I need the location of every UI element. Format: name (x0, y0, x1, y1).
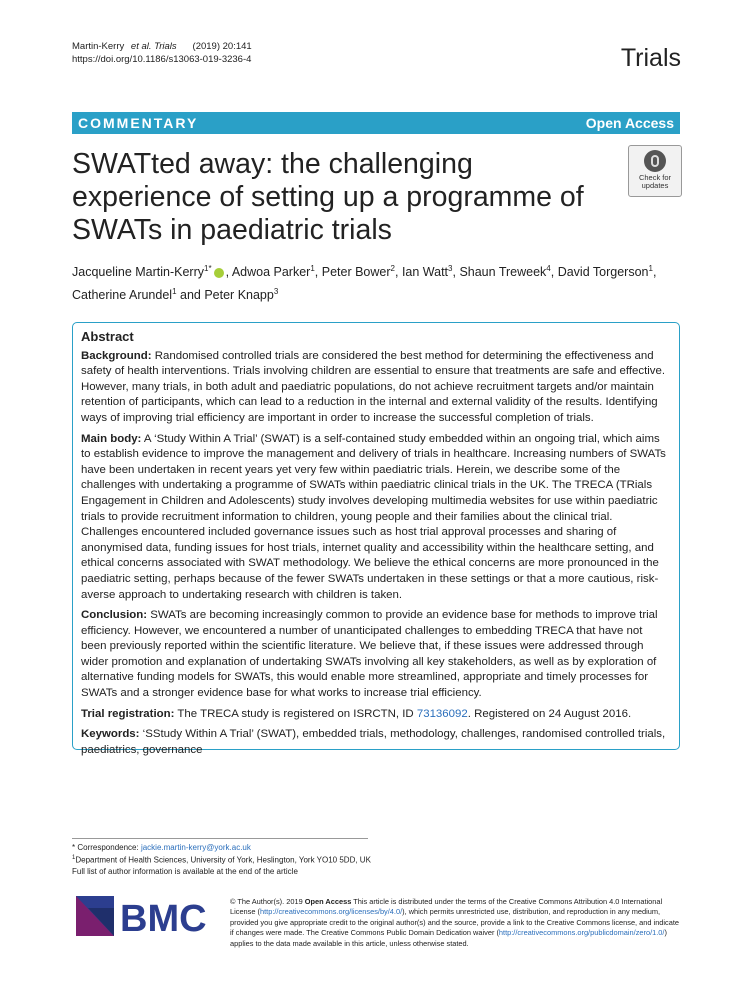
keywords-label: Keywords: (81, 728, 140, 741)
author-and: and (176, 288, 205, 303)
abstract-main-body (81, 432, 671, 604)
license-open-access: Open Access (304, 897, 352, 906)
correspondence-label: * Correspondence: (72, 843, 141, 852)
correspondence-line (72, 842, 372, 853)
doi-link[interactable]: https://doi.org/10.1186/s13063-019-3236-4 (72, 54, 252, 65)
check-updates-line2: updates (641, 181, 669, 190)
author-affil: 3 (448, 264, 453, 273)
check-for-updates-button[interactable] (628, 145, 682, 197)
author-affil: 4 (546, 264, 551, 273)
author-sep: , (394, 265, 402, 280)
author-name: Peter Bower (321, 265, 391, 280)
main-body-text: A ‘Study Within A Trial’ (SWAT) is a self-contained study embedded within an ongoing trial, which aims to establish evidence to improve the management and delivery of trials in healthcare. Increasing numbers of SWATs have been undertaken in recent years yet very few within paediatric trials. Herein, we describe some of the challenges with undertaking a programme of SWATs within paediatric clinical trials in the UK. The TRECA (TRials Engagement in Children and Adolescents) study involves developing multimedia websites for use within paediatric trials to provide recruitment information to children, young people and their families about the clinical trial. Challenges encountered included governance issues such as host trial approval processes and sharing of anonymised data, funding issues for host trials, internet quality and accessibility within the healthcare setting, and ethical concerns associated with SWAT methodology. We believe the ethical concerns are more pronounced in the paediatric setting, perhaps because of the fewer SWATs undertaken in these settings or that a more cautious, risk-averse approach to undertaking research with children is taken. (81, 432, 666, 601)
license-part1: © The Author(s). 2019 (230, 897, 305, 906)
conclusion-label: Conclusion: (81, 609, 148, 622)
conclusion-text: SWATs are becoming increasingly common to provide an evidence base for methods to improve trial efficiency. However, we encountered a number of unanticipated challenges to embedding TRECA that have not been previously reported within the scientific literature. We believe that, if these issues were addressed through wider promotion and explanation of undertaking SWATs involving all key stakeholders, as well as by exploration of alternative funding models for SWATs, this would enable more streamlined, appropriate and timely processes for SWATs and a stronger evidence base for what works to increase trial efficiency. (81, 609, 658, 700)
author-sep: , (550, 265, 558, 280)
article-type-banner (72, 112, 680, 134)
section-label: COMMENTARY (78, 115, 199, 131)
author-name: Peter Knapp (204, 288, 274, 303)
trial-registration-label: Trial registration: (81, 707, 175, 720)
author-name: Shaun Treweek (459, 265, 547, 280)
author-name: David Torgerson (557, 265, 649, 280)
crossmark-icon (644, 150, 666, 172)
trial-id-link[interactable]: 73136092 (416, 707, 468, 720)
open-access-label: Open Access (585, 115, 674, 131)
citation-line (72, 40, 256, 53)
affiliation-text: Department of Health Sciences, University of York, Heslington, York YO10 5DD, UK (75, 855, 371, 865)
journal-name: Trials (620, 44, 681, 72)
affiliation-sup: 1 (72, 855, 76, 861)
abstract-conclusion (81, 608, 671, 702)
author-name: Catherine Arundel (72, 288, 173, 303)
authors-short: Martin-Kerry (72, 41, 127, 52)
author-affil: 1* (204, 264, 212, 273)
correspondence-email-link[interactable]: jackie.martin-kerry@york.ac.uk (140, 843, 251, 852)
license-part4: ) applies to the data made available in this article, unless otherwise stated. (230, 928, 667, 948)
citation: (2019) 20:141 (192, 41, 252, 52)
abstract-keywords (81, 727, 671, 758)
abstract-trial-registration (81, 707, 671, 723)
author-affil: 2 (390, 264, 395, 273)
author-name: Jacqueline Martin-Kerry (72, 265, 204, 280)
trial-text-2: . Registered on 24 August 2016. (467, 707, 632, 720)
author-sep: , (452, 265, 460, 280)
running-header (72, 40, 256, 66)
full-list-note: Full list of author information is available at the end of the article (72, 866, 298, 876)
author-affil: 1 (648, 264, 653, 273)
footnote-divider (72, 838, 368, 839)
author-name: Ian Watt (401, 265, 449, 280)
footnotes (72, 842, 372, 877)
orcid-icon[interactable] (214, 268, 224, 278)
affiliation-line (72, 853, 372, 866)
keywords-text: ‘SStudy Within A Trial’ (SWAT), embedded trials, methodology, challenges, randomised controlled trials, paediatrics, governance (81, 728, 666, 756)
bmc-logo-text: BMC (120, 898, 207, 938)
bmc-logo (74, 894, 224, 938)
license-statement (230, 897, 680, 949)
trial-text-1: The TRECA study is registered on ISRCTN, ID (174, 707, 417, 720)
et-al: et al. (130, 41, 152, 52)
journal-italic: Trials (154, 41, 177, 52)
background-text: Randomised controlled trials are considered the best method for determining the effectiveness and safety of health interventions. Trials involving children are essential to ensure that treatments are safe and effective. However, many trials, in both adult and paediatric populations, do not achieve recruitment targets and/or maintain retention of participants, which can lead to a reduction in the internal and external validity of the results. Identifying ways of improving trial efficiency are important in order to increase the successful completion of trials. (81, 349, 666, 424)
author-sep: , (652, 265, 657, 280)
main-body-label: Main body: (81, 432, 142, 445)
author-affil: 1 (172, 287, 177, 297)
article-title: SWATted away: the challenging experience of setting up a programme of SWATs in paediatric trials (72, 148, 584, 246)
author-sep: , (225, 265, 232, 280)
author-name: Adwoa Parker (231, 265, 311, 280)
license-url-by[interactable]: http://creativecommons.org/licenses/by/4.0/ (260, 907, 403, 917)
author-affil: 3 (273, 287, 279, 297)
abstract-background (81, 349, 671, 427)
author-affil: 1 (310, 264, 315, 273)
license-part2: This article is distributed under the terms of the Creative Commons Attribution 4.0 International License ( (230, 897, 663, 917)
license-part3: ), which permits unrestricted use, distribution, and reproduction in any medium, provided you give appropriate credit to the original author(s) and the source, provide a link to the Creative Commons license, and indicate if changes were made. The Creative Commons Public Domain Dedication waiver ( (230, 907, 680, 938)
author-list (72, 259, 672, 305)
check-updates-line1: Check for (638, 173, 672, 182)
background-label: Background: (81, 349, 152, 362)
license-url-zero[interactable]: http://creativecommons.org/publicdomain/zero/1.0/ (498, 928, 665, 938)
abstract-heading: Abstract (81, 329, 134, 344)
abstract-box (72, 322, 680, 756)
author-sep: , (314, 265, 322, 280)
